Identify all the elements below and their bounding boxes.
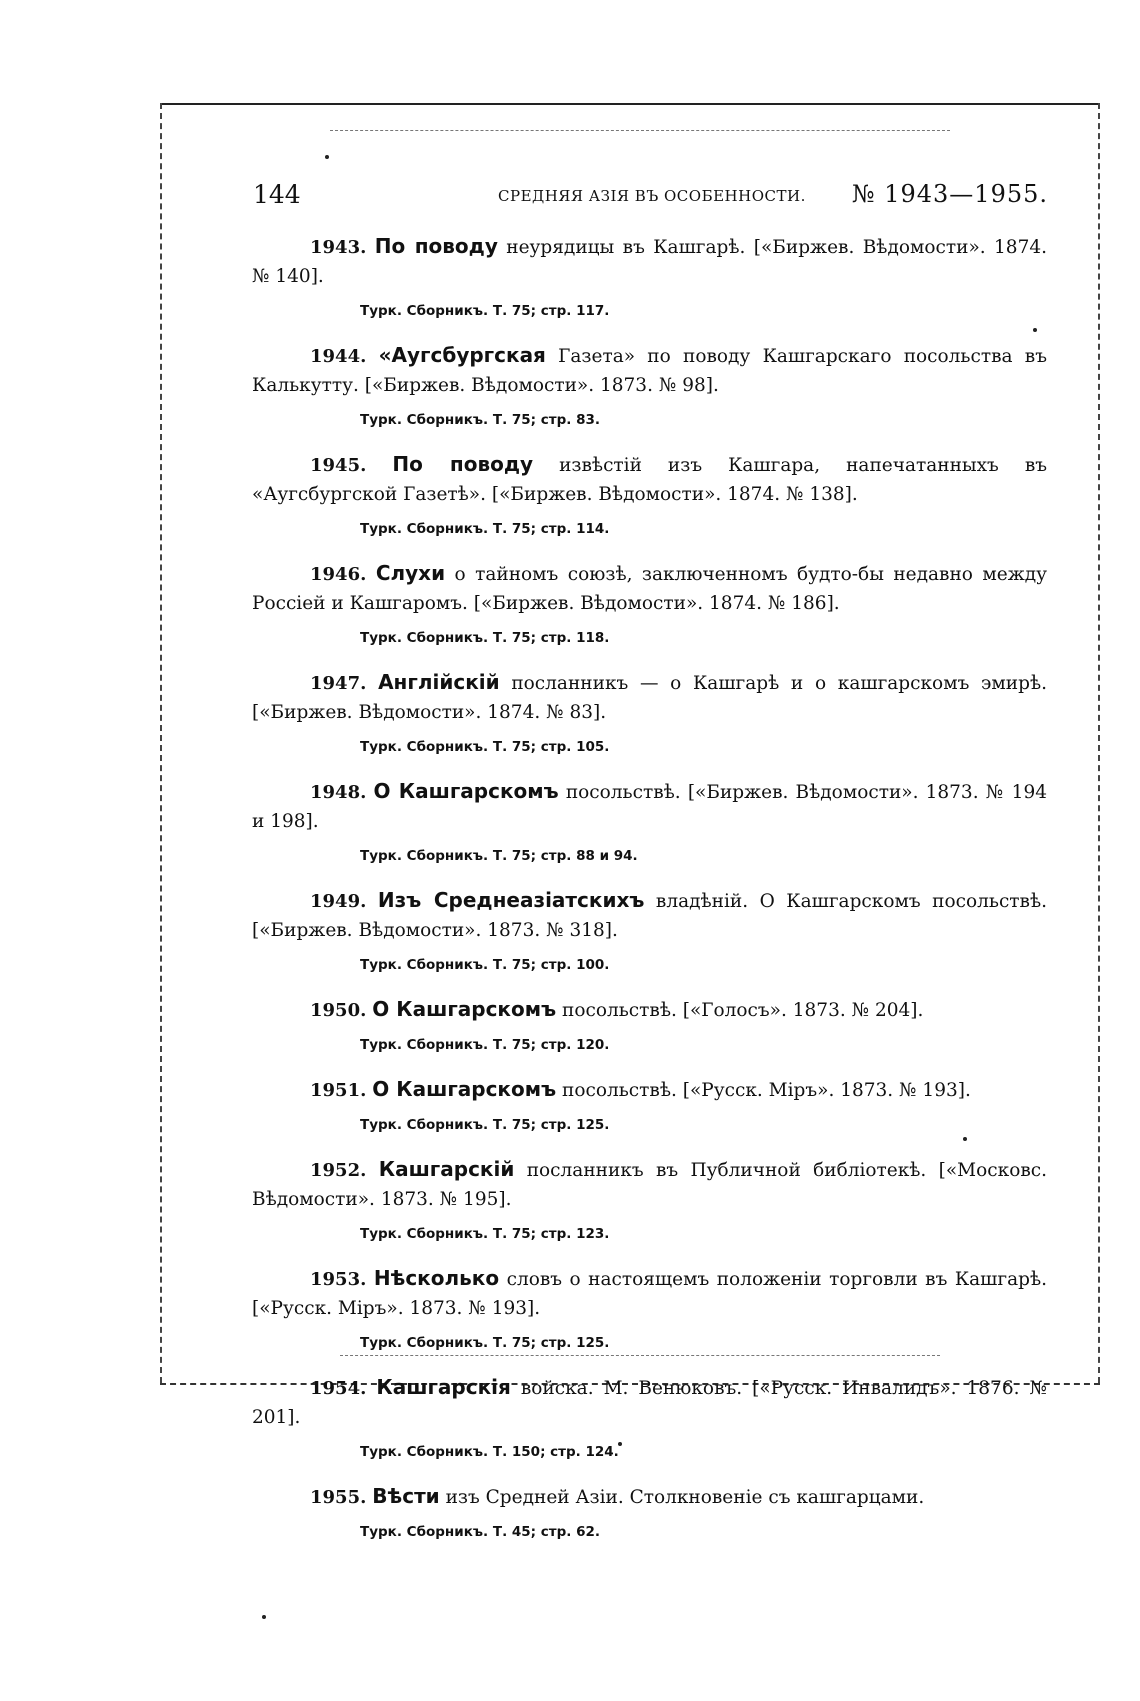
entry-reference: Турк. Сборникъ. Т. 150; стр. 124. — [360, 1444, 619, 1460]
entry-text — [252, 777, 1047, 836]
entry-text — [252, 341, 1047, 400]
entry-1955 — [252, 1482, 1047, 1541]
scan-artifact-top — [330, 130, 950, 131]
entry-text — [252, 1155, 1047, 1214]
entry-body: посланникъ — о Кашгарѣ и о кашгарскомъ эмирѣ. [«Биржев. Вѣдомости». 1874. № 83]. — [252, 673, 1048, 723]
entry-reference: Турк. Сборникъ. Т. 75; стр. 125. — [360, 1335, 610, 1351]
entry-text — [252, 995, 1047, 1025]
entry-1951 — [252, 1075, 1047, 1134]
entry-lead: Кашгарскія — [376, 1375, 511, 1399]
entry-lead: Англійскій — [378, 670, 500, 694]
entry-text — [252, 668, 1047, 727]
entry-reference: Турк. Сборникъ. Т. 75; стр. 100. — [360, 957, 610, 973]
entry-body: Газета» по поводу Кашгарскаго посольства въ Калькутту. [«Биржев. Вѣдомости». 1873. № 98]. — [252, 346, 1047, 396]
entry-reference: Турк. Сборникъ. Т. 45; стр. 62. — [360, 1524, 601, 1540]
entry-1945 — [252, 450, 1047, 538]
entry-number: 1953. — [310, 1269, 367, 1290]
entry-number: 1951. — [310, 1080, 367, 1101]
entry-body: изъ Средней Азіи. Столкновеніе съ кашгарцами. — [445, 1487, 925, 1508]
entry-text — [252, 1264, 1047, 1323]
entry-text — [252, 1075, 1047, 1105]
entry-body: посольствѣ. [«Биржев. Вѣдомости». 1873. № 194 и 198]. — [252, 782, 1047, 832]
entry-number: 1943. — [310, 237, 367, 258]
entry-number: 1955. — [310, 1487, 367, 1508]
entry-text — [252, 559, 1047, 618]
page-frame-left — [160, 103, 162, 1383]
entry-number: 1948. — [310, 782, 367, 803]
entry-lead: О Кашгарскомъ — [372, 1077, 557, 1101]
entry-reference: Турк. Сборникъ. Т. 75; стр. 88 и 94. — [360, 848, 638, 864]
entry-1953 — [252, 1264, 1047, 1352]
entry-lead: По поводу — [374, 234, 498, 258]
entry-text — [252, 1482, 1047, 1512]
entry-number: 1945. — [310, 455, 367, 476]
entry-1948 — [252, 777, 1047, 865]
entry-text — [252, 232, 1047, 291]
entry-number: 1952. — [310, 1160, 367, 1181]
entry-text — [252, 1373, 1047, 1432]
entry-reference: Турк. Сборникъ. Т. 75; стр. 125. — [360, 1117, 610, 1133]
entry-body: словъ о настоящемъ положеніи торговли въ Кашгарѣ. [«Русск. Міръ». 1873. № 193]. — [252, 1269, 1047, 1319]
page-frame-top — [160, 103, 1100, 105]
entry-1947 — [252, 668, 1047, 756]
page-header — [253, 180, 1048, 216]
entry-reference: Турк. Сборникъ. Т. 75; стр. 120. — [360, 1037, 610, 1053]
entry-number: 1947. — [310, 673, 367, 694]
entry-lead: По поводу — [392, 452, 534, 476]
entry-body: посольствѣ. [«Голосъ». 1873. № 204]. — [562, 1000, 924, 1021]
page-number: 144 — [253, 180, 301, 209]
entry-lead: Изъ Среднеазіатскихъ — [377, 888, 645, 912]
entry-text — [252, 886, 1047, 945]
entry-1949 — [252, 886, 1047, 974]
entry-body: извѣстій изъ Кашгара, напечатанныхъ въ «Аугсбургской Газетѣ». [«Биржев. Вѣдомости». 1874. № 138]. — [252, 455, 1048, 505]
entry-number: 1950. — [310, 1000, 367, 1021]
entry-lead: «Аугсбургская — [378, 343, 546, 367]
running-title: СРЕДНЯЯ АЗІЯ ВЪ ОСОБЕННОСТИ. — [498, 187, 806, 205]
entry-1954 — [252, 1373, 1047, 1461]
entry-body: войска. М. Венюковъ. [«Русск. Инвалидъ». 1876. № 201]. — [252, 1378, 1047, 1428]
entry-number: 1944. — [310, 346, 367, 367]
entry-reference: Турк. Сборникъ. Т. 75; стр. 83. — [360, 412, 601, 428]
page-frame-right — [1098, 103, 1100, 1383]
entry-body: посланникъ въ Публичной библіотекѣ. [«Московс. Вѣдомости». 1873. № 195]. — [252, 1160, 1047, 1210]
entry-lead: О Кашгарскомъ — [372, 997, 557, 1021]
entry-body: посольствѣ. [«Русск. Міръ». 1873. № 193]. — [562, 1080, 971, 1101]
entry-range: № 1943—1955. — [851, 180, 1048, 208]
entry-lead: Кашгарскій — [378, 1157, 515, 1181]
scan-speck — [262, 1615, 266, 1619]
entry-reference: Турк. Сборникъ. Т. 75; стр. 114. — [360, 521, 610, 537]
entry-body: неурядицы въ Кашгарѣ. [«Биржев. Вѣдомости». 1874. № 140]. — [252, 237, 1047, 287]
entry-text — [252, 450, 1047, 509]
entry-number: 1954. — [310, 1378, 367, 1399]
entry-reference: Турк. Сборникъ. Т. 75; стр. 118. — [360, 630, 610, 646]
entry-lead: Слухи — [375, 561, 446, 585]
entry-reference: Турк. Сборникъ. Т. 75; стр. 105. — [360, 739, 610, 755]
entry-1943 — [252, 232, 1047, 320]
entry-lead: Нѣсколько — [373, 1266, 500, 1290]
entry-1946 — [252, 559, 1047, 647]
entry-reference: Турк. Сборникъ. Т. 75; стр. 117. — [360, 303, 610, 319]
entry-1944 — [252, 341, 1047, 429]
entry-body: о тайномъ союзѣ, заключенномъ будто-бы недавно между Россіей и Кашгаромъ. [«Биржев. Вѣдомости». 1874. № 186]. — [252, 564, 1047, 614]
entry-number: 1949. — [310, 891, 367, 912]
entry-number: 1946. — [310, 564, 367, 585]
entry-lead: О Кашгарскомъ — [373, 779, 559, 803]
entry-lead: Вѣсти — [372, 1484, 440, 1508]
entry-1950 — [252, 995, 1047, 1054]
entry-reference: Турк. Сборникъ. Т. 75; стр. 123. — [360, 1226, 610, 1242]
entry-1952 — [252, 1155, 1047, 1243]
scan-speck — [325, 155, 329, 159]
entry-list — [252, 232, 1047, 1562]
entry-body: владѣній. О Кашгарскомъ посольствѣ. [«Биржев. Вѣдомости». 1873. № 318]. — [252, 891, 1047, 941]
